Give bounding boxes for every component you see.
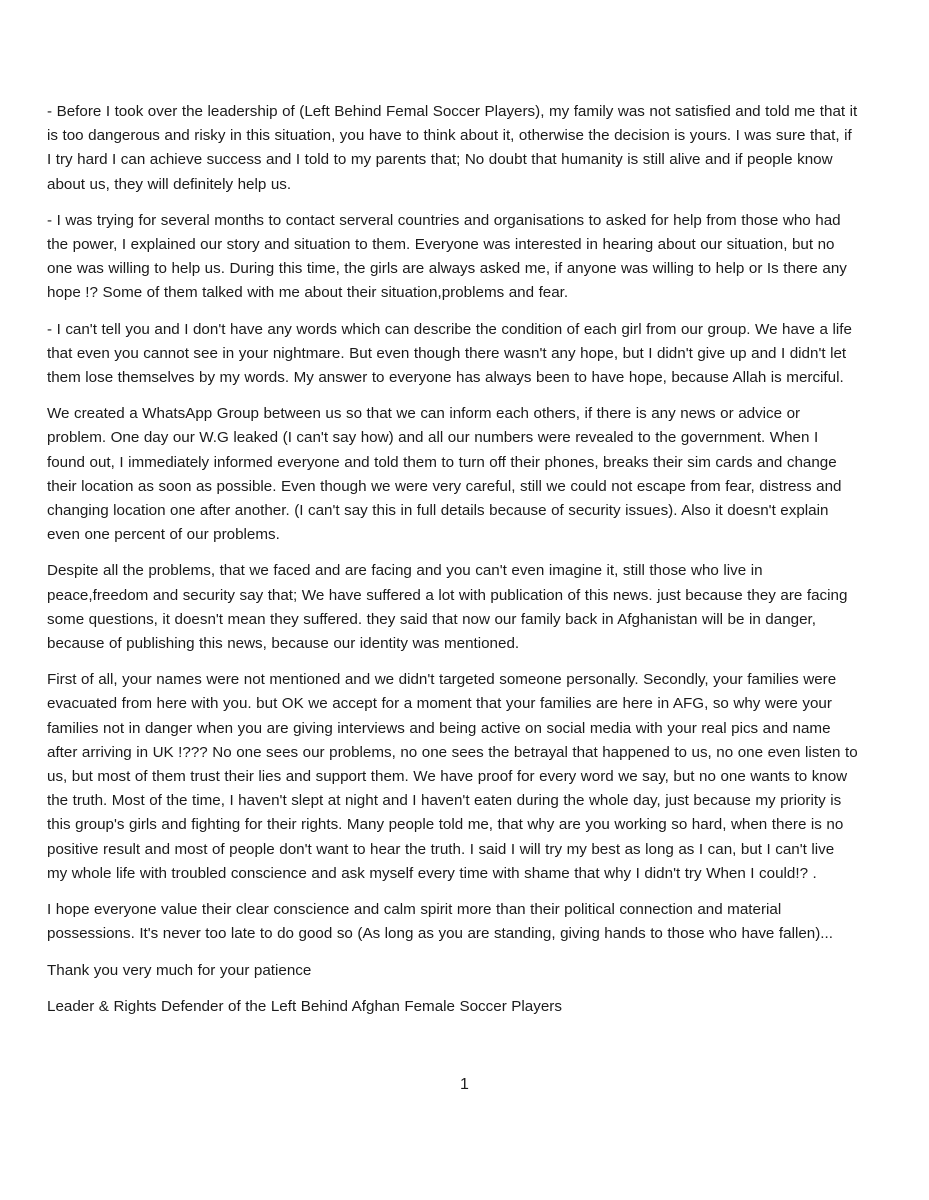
text-line: my whole life with troubled conscience and ask myself every time with shame that why I didn't try When I could!? .: [47, 864, 817, 882]
paragraph: [47, 100, 889, 197]
text-line: their location as soon as possible. Even though we were very careful, still we could not escape from fear, distress and: [47, 477, 842, 495]
text-line: changing location one after another. (I can't say this in full details because of security issues). Also it doesn't explain: [47, 502, 829, 520]
text-line: families not in danger when you are giving interviews and being active on social media with your real pics and name: [47, 719, 831, 737]
text-line: We created a WhatsApp Group between us so that we can inform each others, if there is any news or advice or: [47, 405, 801, 423]
text-line: one was willing to help us. During this time, the girls are always asked me, if anyone was willing to help or Is there any: [47, 260, 847, 278]
text-line: I try hard I can achieve success and I told to my parents that; No doubt that humanity is still alive and if people know: [47, 151, 833, 169]
signature-title: [47, 995, 889, 1019]
document-body: [47, 100, 889, 1019]
text-line: peace,freedom and security say that; We have suffered a lot with publication of this news. just because they are facing: [47, 586, 848, 604]
closing-thanks: [47, 959, 889, 983]
text-line: is too dangerous and risky in this situation, you have to think about it, otherwise the decision is yours. I was sure that, if: [47, 127, 852, 145]
paragraph: [47, 209, 889, 306]
paragraph: [47, 559, 889, 656]
text-line: some questions, it doesn't mean they suffered. they said that now our family back in Afghanistan will be in danger,: [47, 610, 816, 628]
text-line: problem. One day our W.G leaked (I can't say how) and all our numbers were revealed to the government. When I: [47, 429, 819, 447]
text-line: First of all, your names were not mentioned and we didn't targeted someone personally. Secondly, your families were: [47, 671, 837, 689]
text-line: - Before I took over the leadership of (Left Behind Femal Soccer Players), my family was not satisfied and told me that it: [47, 103, 858, 120]
text-line: Despite all the problems, that we faced and are facing and you can't even imagine it, still those who live in: [47, 562, 763, 580]
text-line: us, but most of them trust their lies and support them. We have proof for every word we say, but no one wants to know: [47, 768, 848, 786]
text-line: found out, I immediately informed everyone and told them to turn off their phones, breaks their sim cards and change: [47, 453, 837, 471]
text-line: evacuated from here with you. but OK we accept for a moment that your families are here in AFG, so why were your: [47, 695, 832, 713]
paragraph: [47, 402, 889, 547]
text-line: hope !? Some of them talked with me about their situation,problems and fear.: [47, 284, 569, 302]
text-line: the power, I explained our story and situation to them. Everyone was interested in hearing about our situation, but no: [47, 236, 835, 254]
text-line: I hope everyone value their clear conscience and calm spirit more than their political connection and material: [47, 901, 782, 919]
text-line: this group's girls and fighting for their rights. Many people told me, that why are you working so hard, when there is no: [47, 816, 844, 834]
text-line: about us, they will definitely help us.: [47, 175, 292, 193]
text-line: that even you cannot see in your nightmare. But even though there wasn't any hope, but I didn't give up and I didn't let: [47, 344, 847, 362]
text-line: possessions. It's never too late to do good so (As long as you are standing, giving hands to those who have fallen)...: [47, 925, 833, 943]
text-line: - I can't tell you and I don't have any words which can describe the condition of each girl from our group. We have a life: [47, 320, 852, 338]
page-number: 1: [460, 1076, 469, 1093]
text-line: because of publishing this news, because our identity was mentioned.: [47, 635, 520, 653]
text-line: them lose themselves by my words. My answer to everyone has always been to have hope, because Allah is merciful.: [47, 369, 844, 387]
text-line: even one percent of our problems.: [47, 526, 280, 544]
text-line: Thank you very much for your patience: [47, 961, 312, 979]
paragraph: [47, 898, 889, 946]
text-line: the truth. Most of the time, I haven't slept at night and I haven't eaten during the whole day, just because my priority is: [47, 792, 842, 810]
paragraph: [47, 318, 889, 391]
text-line: - I was trying for several months to contact serveral countries and organisations to asked for help from those who had: [47, 211, 841, 229]
paragraph: [47, 668, 889, 886]
text-line: Leader & Rights Defender of the Left Behind Afghan Female Soccer Players: [47, 997, 562, 1015]
text-line: positive result and most of people don't want to hear the truth. I said I will try my best as long as I can, but I can't live: [47, 840, 835, 858]
text-line: after arriving in UK !??? No one sees our problems, no one sees the betrayal that happened to us, no one even listen to: [47, 743, 858, 761]
